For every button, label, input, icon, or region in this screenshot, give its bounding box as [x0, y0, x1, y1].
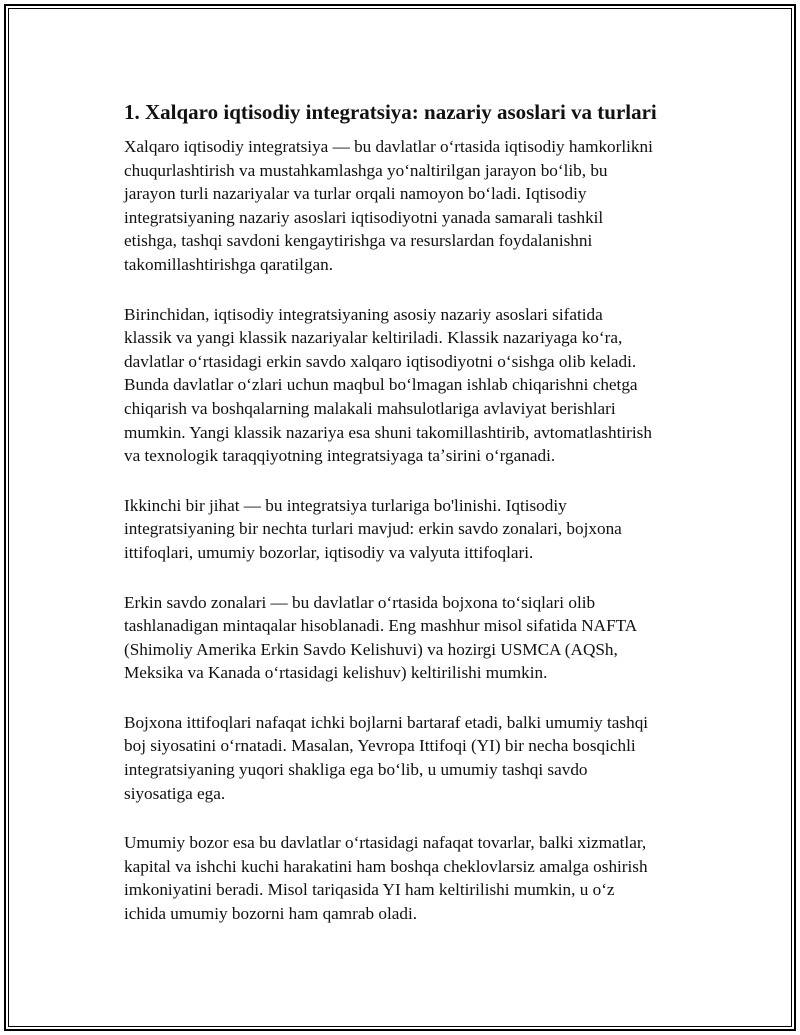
paragraph-line: va texnologik taraqqiyotning integratsiyaga taʼsirini oʻrganadi. [124, 446, 556, 466]
paragraph-line: Birinchidan, iqtisodiy integratsiyaning asosiy nazariy asoslari sifatida [124, 304, 603, 324]
paragraph-line: Bunda davlatlar oʻzlari uchun maqbul boʻlmagan ishlab chiqarishni chetga [124, 375, 638, 395]
page-frame [4, 4, 796, 1031]
paragraph-line: ittifoqlari, umumiy bozorlar, iqtisodiy va valyuta ittifoqlari. [124, 542, 534, 562]
paragraph-line: boj siyosatini oʻrnatadi. Masalan, Yevropa Ittifoqi (YI) bir necha bosqichli [124, 736, 636, 756]
paragraph [124, 831, 699, 925]
paragraph-line: integratsiyaning yuqori shakliga ega boʻlib, u umumiy tashqi savdo [124, 760, 588, 780]
paragraph [124, 711, 699, 805]
paragraph-line: chiqarish va boshqalarning malakali mahsulotlariga avlaviyat berishlari [124, 398, 616, 418]
section-heading: 1. Xalqaro iqtisodiy integratsiya: nazariy asoslari va turlari [124, 100, 657, 124]
paragraph-list [124, 135, 699, 926]
paragraph-line: integratsiyaning bir nechta turlari mavjud: erkin savdo zonalari, bojxona [124, 519, 622, 539]
paragraph-line: klassik va yangi klassik nazariyalar keltiriladi. Klassik nazariyaga koʻra, [124, 328, 623, 348]
paragraph-line: (Shimoliy Amerika Erkin Savdo Kelishuvi) va hozirgi USMCA (AQSh, [124, 639, 618, 659]
paragraph [124, 494, 699, 565]
paragraph-line: etishga, tashqi savdoni kengaytirishga va resurslardan foydalanishni [124, 231, 593, 251]
paragraph-line: Ikkinchi bir jihat — bu integratsiya turlariga bo'linishi. Iqtisodiy [124, 495, 567, 515]
paragraph-line: mumkin. Yangi klassik nazariya esa shuni takomillashtirib, avtomatlashtirish [124, 422, 652, 442]
paragraph-line: siyosatiga ega. [124, 783, 226, 803]
paragraph-line: kapital va ishchi kuchi harakatini ham boshqa cheklovlarsiz amalga oshirish [124, 856, 648, 876]
paragraph [124, 591, 699, 685]
paragraph-line: imkoniyatini beradi. Misol tariqasida YI ham keltirilishi mumkin, u oʻz [124, 880, 615, 900]
paragraph-line: ichida umumiy bozorni ham qamrab oladi. [124, 904, 418, 924]
paragraph-line: integratsiyaning nazariy asoslari iqtisodiyotni yanada samarali tashkil [124, 207, 604, 227]
paragraph-line: Erkin savdo zonalari — bu davlatlar oʻrtasida bojxona toʻsiqlari olib [124, 592, 596, 612]
paragraph-line: Umumiy bozor esa bu davlatlar oʻrtasidagi nafaqat tovarlar, balki xizmatlar, [124, 833, 647, 853]
paragraph-line: Bojxona ittifoqlari nafaqat ichki bojlarni bartaraf etadi, balki umumiy tashqi [124, 712, 649, 732]
paragraph-line: davlatlar oʻrtasidagi erkin savdo xalqaro iqtisodiyotni oʻsishga olib keladi. [124, 351, 637, 371]
paragraph-line: jarayon turli nazariyalar va turlar orqali namoyon boʻladi. Iqtisodiy [124, 184, 587, 204]
paragraph [124, 303, 699, 468]
paragraph-line: takomillashtirishga qaratilgan. [124, 254, 334, 274]
paragraph-line: Xalqaro iqtisodiy integratsiya — bu davlatlar oʻrtasida iqtisodiy hamkorlikni [124, 137, 653, 156]
paragraph [124, 135, 699, 277]
document-body [124, 98, 699, 952]
paragraph-line: tashlanadigan mintaqalar hisoblanadi. Eng mashhur misol sifatida NAFTA [124, 616, 638, 636]
paragraph-line: Meksika va Kanada oʻrtasidagi kelishuv) keltirilishi mumkin. [124, 663, 548, 683]
paragraph-line: chuqurlashtirish va mustahkamlashga yoʻnaltirilgan jarayon boʻlib, bu [124, 160, 608, 180]
